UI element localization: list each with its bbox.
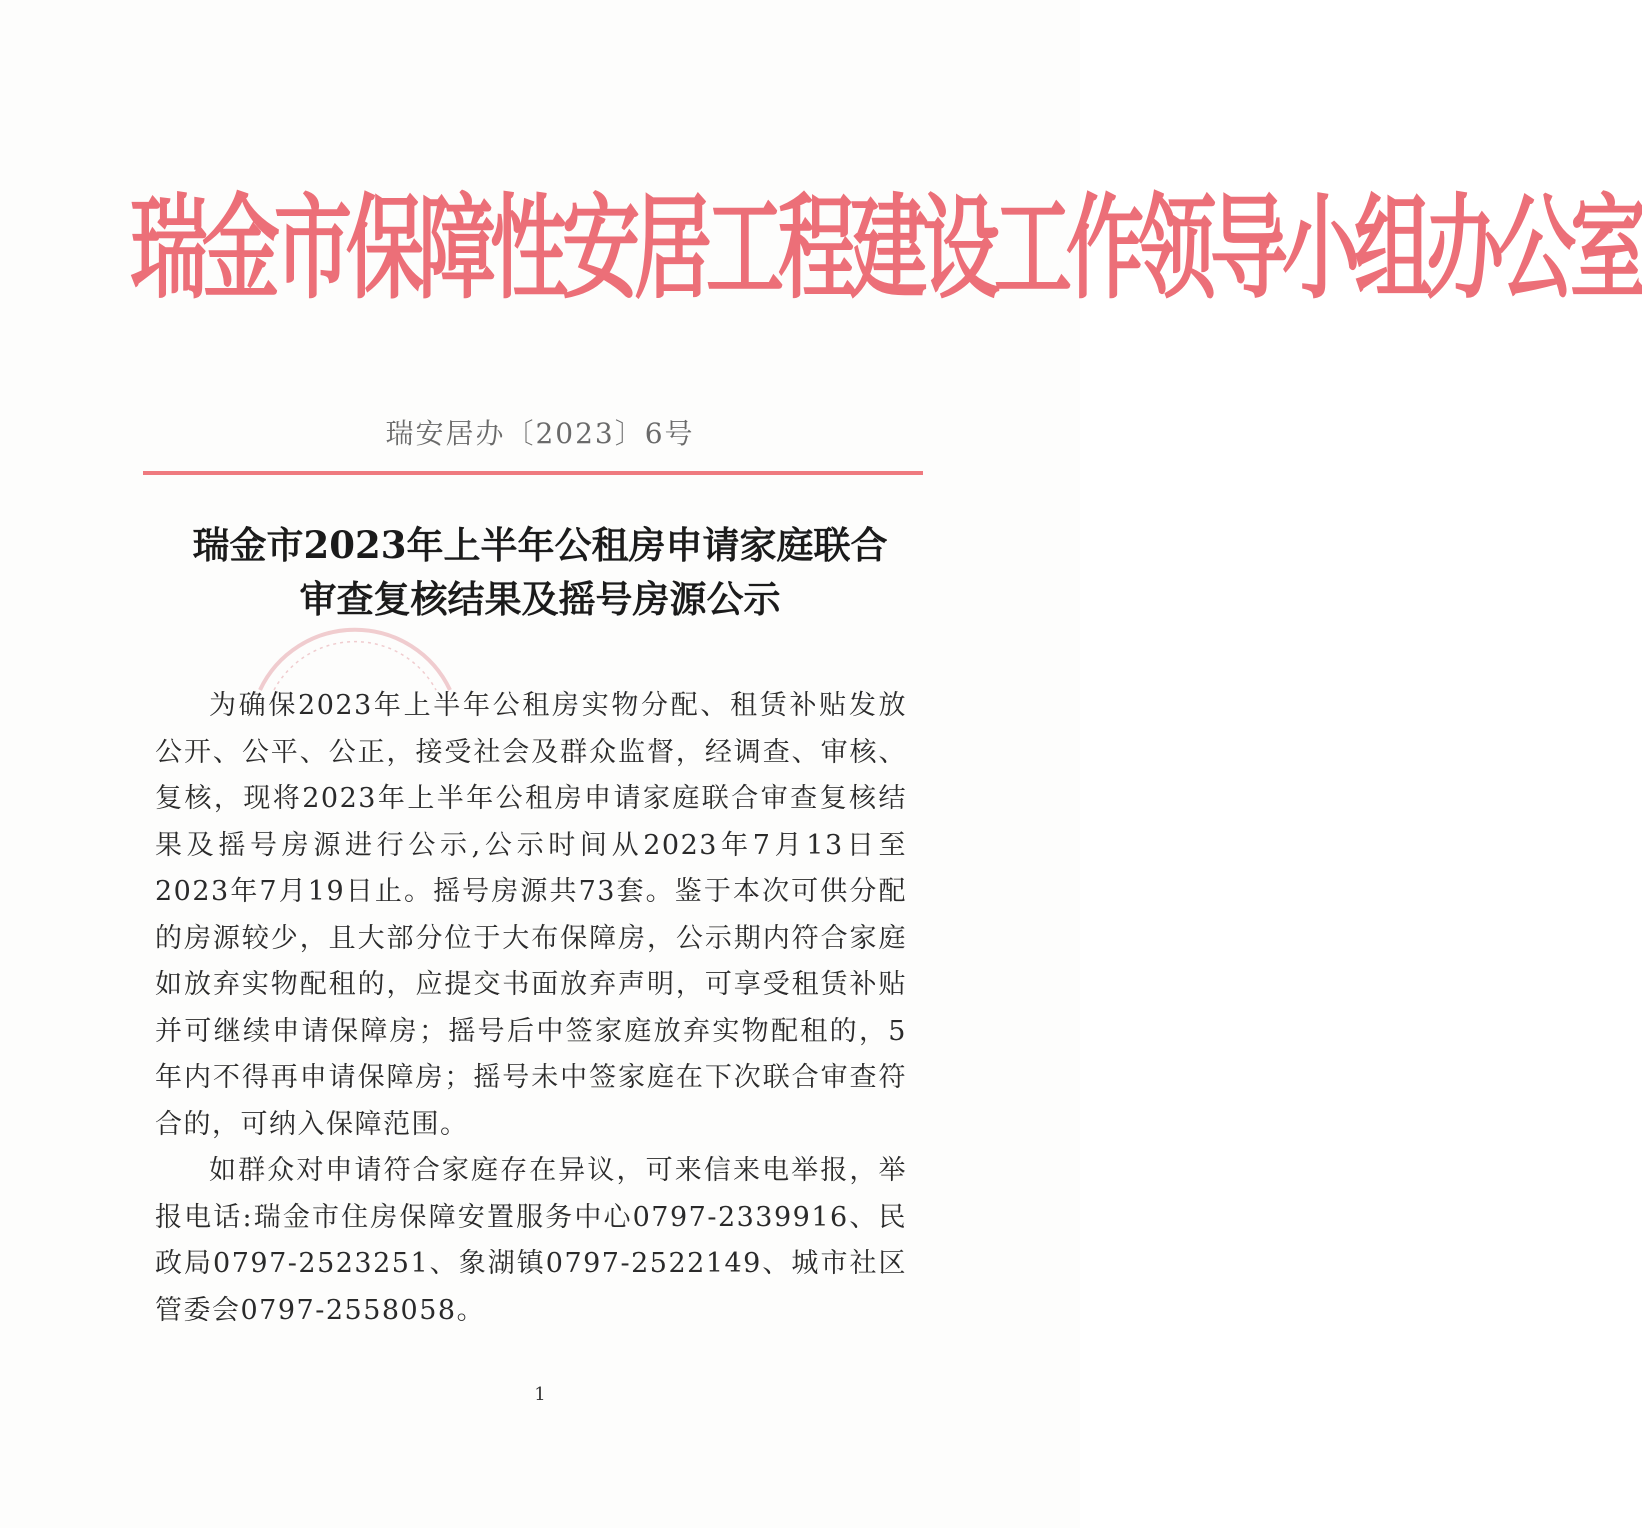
red-divider-line [143, 471, 923, 475]
issuing-organization-header: 瑞金市保障性安居工程建设工作领导小组办公室 [130, 184, 1642, 316]
title-line-2: 审查复核结果及摇号房源公示 [299, 577, 781, 621]
document-title [100, 518, 980, 626]
document-number: 瑞安居办〔2023〕6号 [385, 417, 695, 450]
title-line-1: 瑞金市2023年上半年公租房申请家庭联合 [192, 523, 888, 567]
body-paragraph-2: 如群众对申请符合家庭存在异议，可来信来电举报，举报电话:瑞金市住房保障安置服务中心0797-2339916、民政局0797-2523251、象湖镇0797-2522149、城市社区管委会0797-2558058。 [155, 1155, 907, 1326]
document-body [155, 683, 907, 1334]
page-number: 1 [534, 1384, 546, 1405]
body-paragraph-1: 为确保2023年上半年公租房实物分配、租赁补贴发放公开、公平、公正，接受社会及群众监督，经调查、审核、复核，现将2023年上半年公租房申请家庭联合审查复核结果及摇号房源进行公示,公示时间从2023年7月13日至2023年7月19日止。摇号房源共73套。鉴于本次可供分配的房源较少，且大部分位于大布保障房，公示期内符合家庭如放弃实物配租的，应提交书面放弃声明，可享受租赁补贴并可继续申请保障房；摇号后中签家庭放弃实物配租的，5年内不得再申请保障房；摇号未中签家庭在下次联合审查符合的，可纳入保障范围。 [155, 690, 907, 1140]
